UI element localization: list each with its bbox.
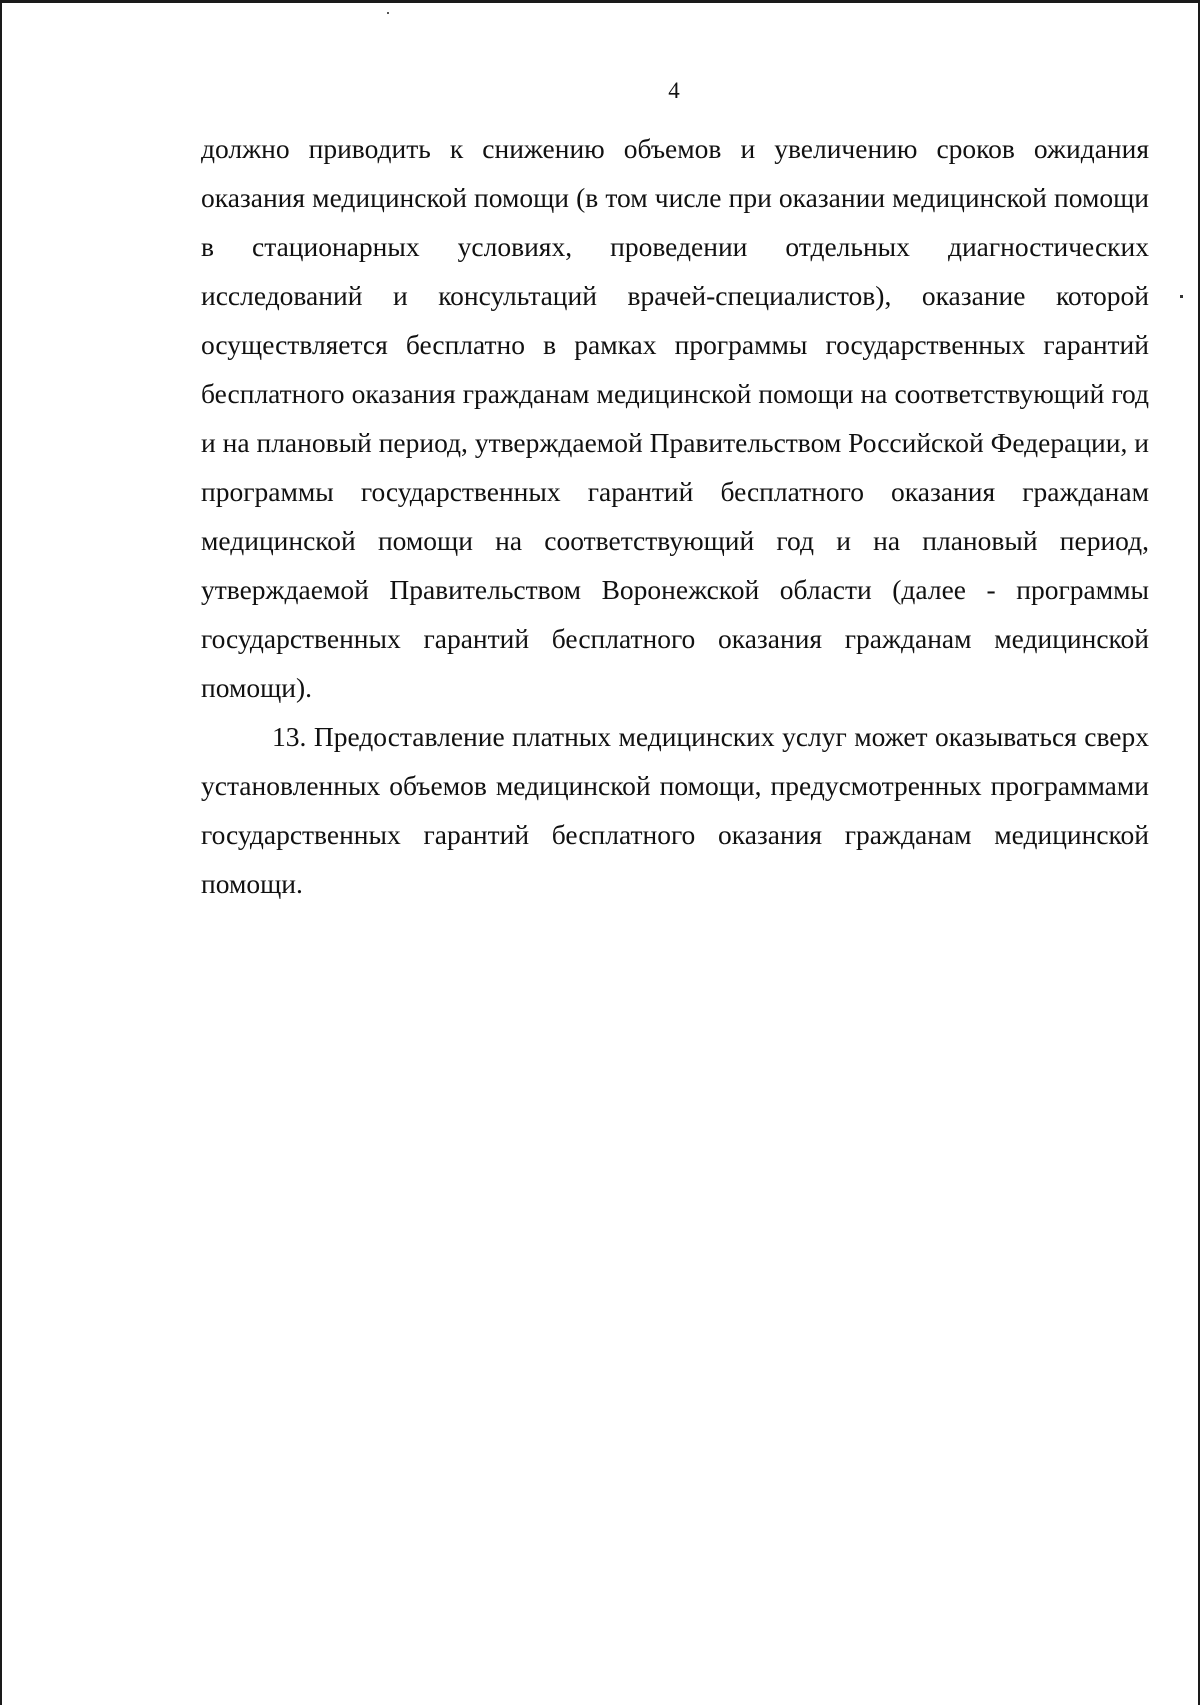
page-number-text: 4	[668, 78, 680, 103]
scan-speck	[387, 12, 389, 14]
scan-border-left	[0, 0, 2, 1705]
document-body	[201, 124, 1149, 908]
scan-speck	[1180, 295, 1183, 298]
scan-border-top	[0, 0, 1200, 3]
paragraph-continuation: должно приводить к снижению объемов и увеличению сроков ожидания оказания медицинской помощи (в том числе при оказании медицинской помощи в стационарных условиях, проведении отдельных диагностических исследований и консультаций врачей-специалистов), оказание которой осуществляется бесплатно в рамках программы государственных гарантий бесплатного оказания гражданам медицинской помощи на соответствующий год и на плановый период, утверждаемой Правительством Российской Федерации, и программы государственных гарантий бесплатного оказания гражданам медицинской помощи на соответствующий год и на плановый период, утверждаемой Правительством Воронежской области (далее - программы государственных гарантий бесплатного оказания гражданам медицинской помощи).	[201, 133, 1149, 703]
paragraph-item-13: 13. Предоставление платных медицинских услуг может оказываться сверх установленных объемов медицинской помощи, предусмотренных программами государственных гарантий бесплатного оказания гражданам медицинской помощи.	[201, 721, 1149, 899]
page-number	[600, 72, 748, 110]
